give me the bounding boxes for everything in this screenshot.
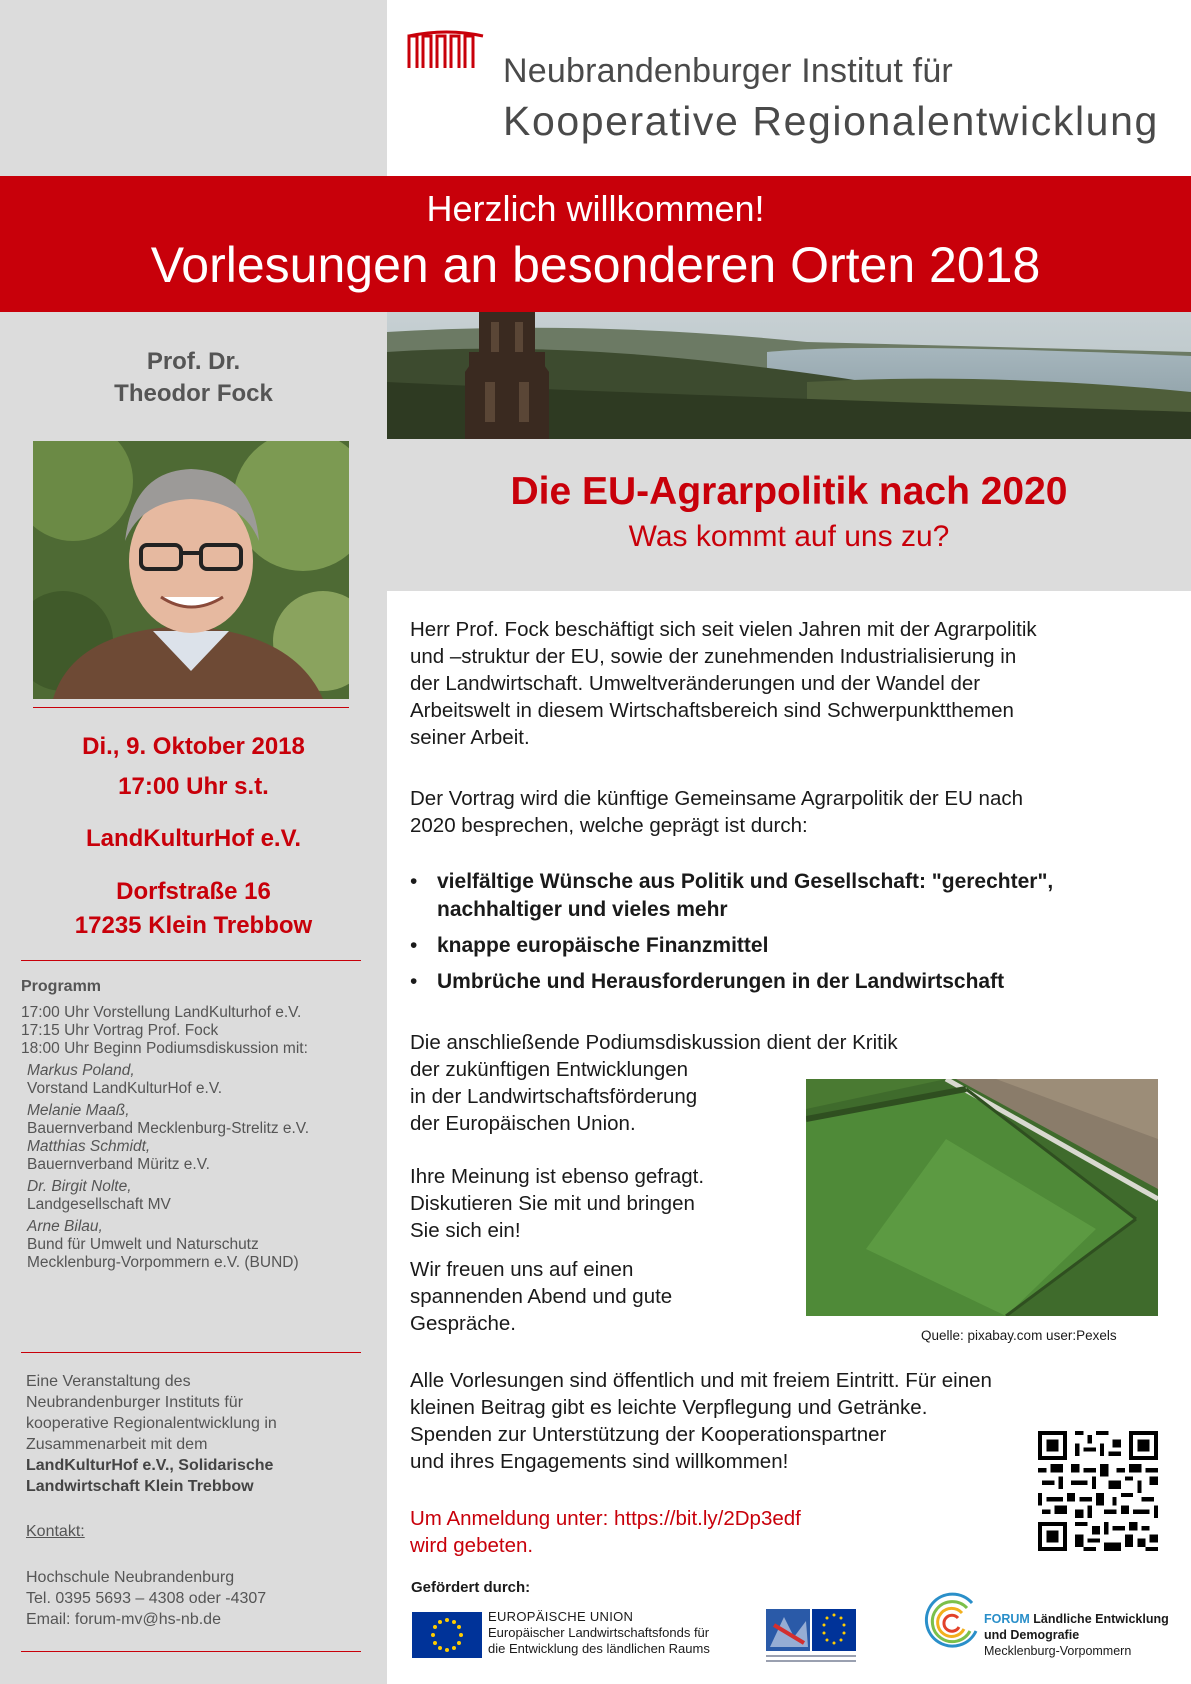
event-street: Dorfstraße 16: [116, 878, 271, 905]
text-line: Arbeitswelt in diesem Wirtschaftsbereich sind Schwerpunktthemen: [410, 699, 1014, 722]
lecture-title-box: [387, 439, 1191, 591]
text-line: und Demografie: [984, 1628, 1080, 1642]
opinion-paragraph: [410, 1163, 750, 1244]
text-line: Die anschließende Podiumsdiskussion dient der Kritik: [410, 1031, 898, 1054]
lake-landscape-photo: [387, 312, 1191, 439]
list-item: [410, 868, 1170, 924]
registration-link[interactable]: Um Anmeldung unter: https://bit.ly/2Dp3edf: [410, 1507, 801, 1530]
forum-logo-icon: [922, 1591, 982, 1651]
organizer-line: Zusammenarbeit mit dem: [26, 1436, 208, 1453]
panelist-name: Dr. Birgit Nolte,: [27, 1178, 132, 1195]
panelist-name: Arne Bilau,: [27, 1218, 103, 1235]
schedule-item: 17:15 Uhr Vortrag Prof. Fock: [21, 1022, 219, 1039]
panelist-org: Bauernverband Müritz e.V.: [27, 1156, 210, 1173]
text-line: Alle Vorlesungen sind öffentlich und mit freiem Eintritt. Für einen: [410, 1369, 992, 1392]
divider: [33, 707, 349, 708]
text-line: die Entwicklung des ländlichen Raums: [488, 1641, 710, 1656]
text-line: wird gebeten.: [410, 1534, 534, 1557]
text-line: vielfältige Wünsche aus Politik und Gesellschaft: "gerechter",: [437, 870, 1054, 893]
panelist-name: Markus Poland,: [27, 1062, 135, 1079]
organizer-line: Eine Veranstaltung des: [26, 1373, 191, 1390]
sponsors-heading: Gefördert durch:: [411, 1579, 531, 1596]
text-line: der Europäischen Union.: [410, 1112, 636, 1135]
divider: [21, 1651, 361, 1652]
institute-name-line2: Kooperative Regionalentwicklung: [503, 98, 1159, 144]
organizer-partners: Landwirtschaft Klein Trebbow: [26, 1478, 254, 1495]
contact-phone: Tel. 0395 5693 – 4308 oder -4307: [26, 1590, 267, 1607]
event-time: 17:00 Uhr s.t.: [118, 773, 269, 800]
event-venue: LandKulturHof e.V.: [85, 825, 302, 852]
text-line: und –struktur der EU, sowie der zunehmenden Industrialisierung in: [410, 645, 1017, 668]
organizer-line: kooperative Regionalentwicklung in: [26, 1415, 277, 1432]
text-line: Gespräche.: [410, 1312, 516, 1335]
text-line: und ihres Engagements sind willkommen!: [410, 1450, 789, 1473]
event-date: Di., 9. Oktober 2018: [82, 733, 305, 760]
qr-code-icon[interactable]: [1038, 1431, 1158, 1551]
divider: [21, 1352, 361, 1353]
list-item: [410, 932, 1170, 960]
forum-word: FORUM: [984, 1612, 1030, 1626]
organizer-partners: LandKulturHof e.V., Solidarische: [26, 1457, 274, 1474]
text-line: nachhaltiger und vieles mehr: [437, 898, 728, 921]
contact-section: [26, 1567, 376, 1630]
event-city: 17235 Klein Trebbow: [74, 912, 313, 939]
photo-credit: Quelle: pixabay.com user:Pexels: [921, 1328, 1117, 1343]
bullet-icon: •: [410, 934, 418, 957]
bullet-icon: •: [410, 870, 418, 893]
panelist-org: Landgesellschaft MV: [27, 1196, 171, 1213]
text-line: 2020 besprechen, welche geprägt ist durch:: [410, 814, 808, 837]
speaker-name: Theodor Fock: [114, 380, 273, 407]
text-line: Diskutieren Sie mit und bringen: [410, 1192, 695, 1215]
divider: [21, 960, 361, 961]
contact-institution: Hochschule Neubrandenburg: [26, 1569, 235, 1586]
text-line: spannenden Abend und gute: [410, 1285, 673, 1308]
organizer-line: Neubrandenburger Instituts für: [26, 1394, 244, 1411]
text-line: in der Landwirtschaftsförderung: [410, 1085, 698, 1108]
lecture-paragraph: [410, 785, 1170, 839]
intro-paragraph: [410, 616, 1170, 751]
schedule-item: 18:00 Uhr Beginn Podiumsdiskussion mit:: [21, 1040, 308, 1057]
text-line: Europäischer Landwirtschaftsfonds für: [488, 1625, 710, 1640]
text-line: Mecklenburg-Vorpommern: [984, 1644, 1132, 1658]
list-item: [410, 968, 1170, 996]
mv-eu-funds-logo-icon: [764, 1607, 858, 1667]
institute-name-line1: Neubrandenburger Institut für: [503, 52, 953, 90]
eu-flag-icon: [412, 1612, 482, 1658]
text-line: der zukünftigen Entwicklungen: [410, 1058, 689, 1081]
eu-fund-text: [488, 1609, 748, 1657]
organizer-section: [26, 1371, 376, 1497]
topic-bullet-list: [410, 868, 1170, 1004]
text-line: seiner Arbeit.: [410, 726, 530, 749]
institute-logo-icon: [407, 30, 485, 70]
forum-text: [984, 1611, 1184, 1659]
program-section: [21, 978, 371, 1272]
field-aerial-photo: [806, 1079, 1158, 1316]
panelist-org: Vorstand LandKulturHof e.V.: [27, 1080, 223, 1097]
contact-email[interactable]: Email: forum-mv@hs-nb.de: [26, 1611, 221, 1628]
text-line: kleinen Beitrag gibt es leichte Verpflegung und Getränke.: [410, 1396, 928, 1419]
panelist-org: Mecklenburg-Vorpommern e.V. (BUND): [27, 1254, 299, 1271]
lecture-subtitle: Was kommt auf uns zu?: [628, 520, 950, 553]
public-info-paragraph: [410, 1367, 1100, 1475]
text-line: Herr Prof. Fock beschäftigt sich seit vielen Jahren mit der Agrarpolitik: [410, 618, 1037, 641]
text-line: knappe europäische Finanzmittel: [437, 934, 769, 957]
text-line: Der Vortrag wird die künftige Gemeinsame Agrarpolitik der EU nach: [410, 787, 1024, 810]
text-line: EUROPÄISCHE UNION: [488, 1609, 634, 1624]
panelist-name: Matthias Schmidt,: [27, 1138, 151, 1155]
speaker-portrait-photo: [33, 441, 349, 699]
speaker-academic-title: Prof. Dr.: [146, 348, 241, 375]
closing-paragraph: [410, 1256, 750, 1337]
panelist-name: Melanie Maaß,: [27, 1102, 130, 1119]
program-heading: Programm: [21, 978, 102, 995]
panelist-org: Bund für Umwelt und Naturschutz: [27, 1236, 259, 1253]
text-line: Spenden zur Unterstützung der Kooperationspartner: [410, 1423, 887, 1446]
text-line: Wir freuen uns auf einen: [410, 1258, 634, 1281]
text-line: Ländliche Entwicklung: [1029, 1612, 1169, 1626]
banner-welcome: Herzlich willkommen!: [426, 188, 765, 229]
text-line: Ihre Meinung ist ebenso gefragt.: [410, 1165, 705, 1188]
panelist-org: Bauernverband Mecklenburg-Strelitz e.V.: [27, 1120, 310, 1137]
schedule-item: 17:00 Uhr Vorstellung LandKulturhof e.V.: [21, 1004, 302, 1021]
text-line: der Landwirtschaft. Umweltveränderungen und der Wandel der: [410, 672, 981, 695]
banner-title: Vorlesungen an besonderen Orten 2018: [150, 237, 1041, 293]
contact-heading: Kontakt:: [26, 1523, 85, 1540]
bullet-icon: •: [410, 970, 418, 993]
lecture-title: Die EU-Agrarpolitik nach 2020: [510, 470, 1068, 513]
text-line: Umbrüche und Herausforderungen in der Landwirtschaft: [437, 970, 1005, 993]
text-line: Sie sich ein!: [410, 1219, 521, 1242]
registration-notice: [410, 1505, 970, 1559]
